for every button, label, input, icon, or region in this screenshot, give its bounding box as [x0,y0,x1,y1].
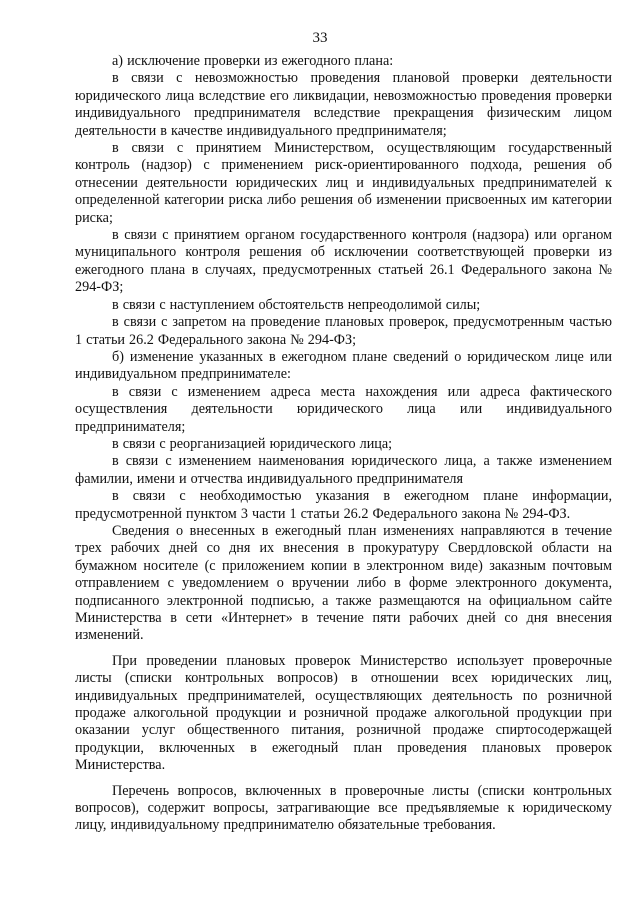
paragraph-change-notification: Сведения о внесенных в ежегодный план изменениях направляются в течение трех рабочих дней со дня их внесения в прокуратуру Свердловской области на бумажном носителе (с приложением копии в электронном виде) заказным почтовым отправлением с уведомлением о вручении либо в форме электронного документа, подписанного электронной подписью, а также размещаются на официальном сайте Министерства в сети «Интернет» в течение пяти рабочих дней со дня внесения изменений. [75,522,612,644]
paragraph-reorganization: в связи с реорганизацией юридического лица; [112,435,393,452]
paragraph-inspection-ban: в связи с запретом на проведение плановых проверок, предусмотренным частью 1 статьи 26.2 Федерального закона № 294-ФЗ; [75,314,612,348]
paragraph-checklists: При проведении плановых проверок Министерство использует проверочные листы (списки контрольных вопросов) в отношении всех юридических лиц, индивидуальных предпринимателей, осуществляющих деятельность по розничной продаже алкогольной продукции и розничной продаже алкогольной продукции при оказании услуг общественного питания, розничной продаже спиртосодержащей продукции, включенных в ежегодный план проведения плановых проверок Министерства. [75,652,612,774]
paragraph-address-change: в связи с изменением адреса места нахождения или адреса фактического осуществления деятельности юридического лица или индивидуального предпринимателя; [75,383,612,435]
paragraph-question-list: Перечень вопросов, включенных в проверочные листы (списки контрольных вопросов), содержит вопросы, затрагивающие все предъявляемые к юридическому лицу, индивидуальному предпринимателю обязательные требования. [75,782,612,834]
paragraph-liquidation: в связи с невозможностью проведения плановой проверки деятельности юридического лица вследствие его ликвидации, невозможностью проведения проверки индивидуального предпринимателя вследствие прекращения физическим лицом деятельности в качестве индивидуального предпринимателя; [75,70,612,139]
page-number: 33 [312,30,328,46]
paragraph-exclusion-heading: а) исключение проверки из ежегодного плана: [112,53,394,69]
paragraph-information-requirement: в связи с необходимостью указания в ежегодном плане информации, предусмотренной пунктом 3 части 1 статьи 26.2 Федерального закона № 294-ФЗ. [75,488,612,522]
paragraph-control-body-decision: в связи с принятием органом государственного контроля (надзора) или органом муниципального контроля решения об исключении соответствующей проверки из ежегодного плана в случаях, предусмотренных статьей 26.1 Федерального закона № 294-ФЗ; [75,227,612,296]
paragraph-name-change: в связи с изменением наименования юридического лица, а также изменением фамилии, имени и отчества индивидуального предпринимателя [75,453,612,487]
paragraph-risk-category: в связи с принятием Министерством, осуществляющим государственный контроль (надзор) с применением риск-ориентированного подхода, решения об отнесении деятельности юридических лиц и индивидуальных предпринимателей к определенной категории риска либо решения об изменении присвоенных им категории риска; [75,140,612,226]
paragraph-force-majeure: в связи с наступлением обстоятельств непреодолимой силы; [112,296,481,313]
document-body [75,53,612,835]
paragraph-change-heading: б) изменение указанных в ежегодном плане сведений о юридическом лице или индивидуальном предпринимателе: [75,348,612,383]
